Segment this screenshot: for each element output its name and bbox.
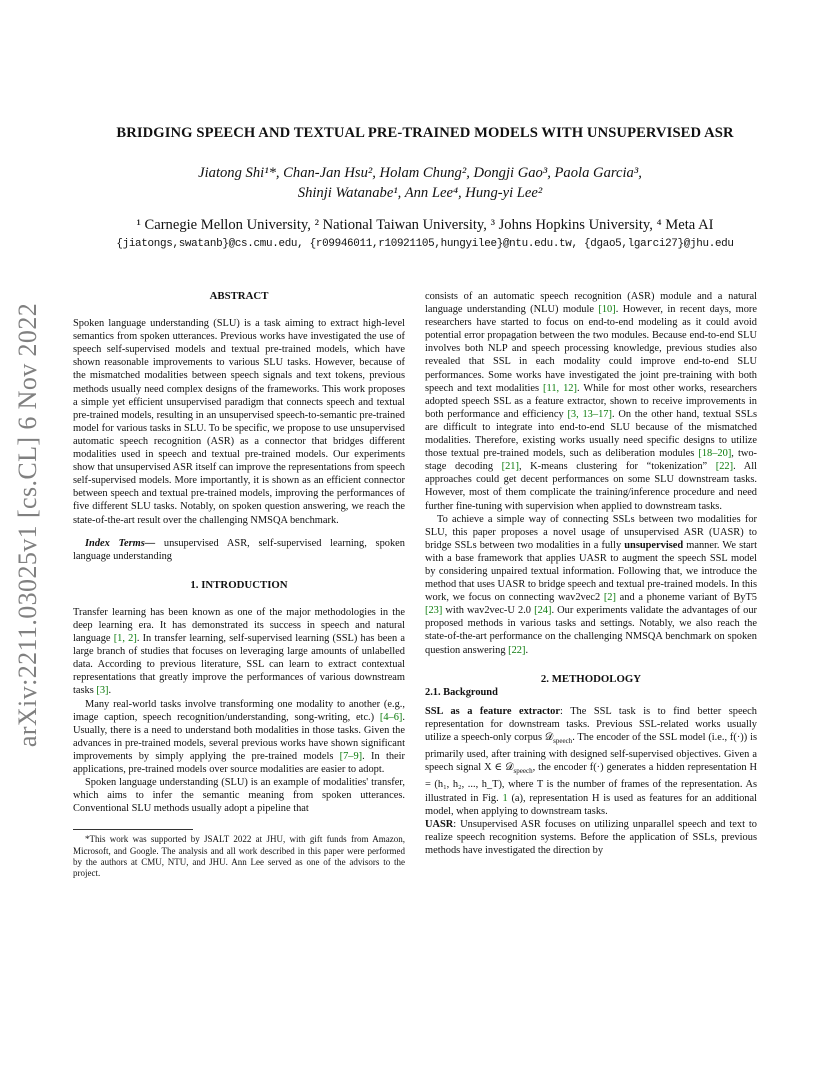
intro-paragraph-5: To achieve a simple way of connecting SSLs between two modalities for SLU, this paper proposes a novel usage of unsupervised ASR (UASR) to bridge SSLs between two modalities in a fully unsupervised manner. We start with a base framework that applies UASR to augment the speech SSL model by considering unpaired textual information. Following that, we introduce the method that uses UASR to bridge speech and textual pre-trained models. In this work, we focus on connecting wav2vec2 [2] and a phoneme variant of ByT5 [23] with wav2vec-U 2.0 [24]. Our experiments validate the advantages of our proposed methods in various tasks and settings. Notably, we also reach the state-of-the-art performance on the challenging NMSQA benchmark on spoken question answering [22].: [425, 513, 758, 656]
citation-link[interactable]: [1, 2]: [113, 633, 137, 645]
citation-link[interactable]: [24]: [534, 605, 552, 617]
citation-link[interactable]: [21]: [501, 461, 519, 473]
footnote-rule: [73, 829, 193, 830]
intro-paragraph-1: Transfer learning has been known as one of the major methodologies in the deep learning era. It has demonstrated its success in speech and natural language [1, 2]. In transfer learning, self-supervised learning (SSL) has been a large branch of studies that focuses on leveraging large amounts of unlabelled data. According to previous literature, SSL can learn to extract contextual representations that greatly improve the performances of various downstream tasks [3].: [73, 606, 405, 697]
uasr-paragraph: UASR: Unsupervised ASR focuses on utilizing unparallel speech and text to realize speech recognition systems. Before the application of SSLs, previous methods have investigated the direction by: [425, 818, 757, 856]
author-line-1: Jiatong Shi¹*, Chan-Jan Hsu², Holam Chung², Dongji Gao³, Paola Garcia³,: [198, 165, 642, 181]
index-terms-label: Index Terms—: [85, 537, 156, 549]
right-column: [425, 290, 757, 857]
methodology-heading: 2. METHODOLOGY: [540, 672, 642, 685]
abstract-heading: ABSTRACT: [209, 290, 269, 302]
paper-title: BRIDGING SPEECH AND TEXTUAL PRE-TRAINED MODELS WITH UNSUPERVISED ASR: [116, 125, 734, 141]
arxiv-identifier: arXiv:2211.03025v1 [cs.CL] 6 Nov 2022: [13, 302, 42, 748]
citation-link[interactable]: [10]: [598, 304, 616, 316]
background-heading: 2.1. Background: [425, 686, 498, 698]
index-terms-text: unsupervised ASR, self-supervised learning, spoken language understanding: [73, 537, 405, 562]
intro-paragraph-4: consists of an automatic speech recognition (ASR) module and a natural language understanding (NLU) module [10]. However, in recent days, more researchers have started to focus on end-to-end modeling as it could avoid potential error propagation between the two modules. Because end-to-end SLU involves both NLP and speech processing knowledge, previous studies also revealed that SSL in each modality could improve end-to-end SLU performances. Some works have investigated the joint pre-training with both speech and text modalities [11, 12]. While for most other works, researchers adopted speech SSL as a feature extractor, shown to receive improvements in both performance and efficiency [3, 13–17]. On the other hand, textual SSLs are difficult to integrate into end-to-end SLU because of the mismatched modalities. Therefore, existing works usually need specific designs to utilize those textual pre-trained models, such as deliberation modules [18–20], two-stage decoding [21], K-means clustering for “tokenization” [22]. All approaches could get decent performances on some SLU downstream tasks. However, most of them complicate the training/inference procedure and need further fine-tuning with supervision when applied to downstream tasks.: [425, 291, 757, 512]
citation-link[interactable]: [18–20]: [698, 448, 732, 460]
intro-heading: 1. INTRODUCTION: [190, 578, 288, 591]
left-column: [73, 290, 405, 879]
figure-link[interactable]: 1: [502, 792, 508, 804]
citation-link[interactable]: [3, 13–17]: [567, 408, 612, 420]
citation-link[interactable]: [11, 12]: [543, 382, 577, 394]
citation-link[interactable]: [4–6]: [379, 711, 403, 723]
arxiv-sidebar: [8, 290, 48, 760]
author-list: [120, 163, 720, 203]
citation-link[interactable]: [2]: [603, 592, 616, 604]
citation-link[interactable]: [23]: [425, 605, 443, 617]
citation-link[interactable]: [3]: [96, 685, 109, 697]
intro-paragraph-2: Many real-world tasks involve transforming one modality to another (e.g., image caption, speech recognition/understanding, song-writing, etc.) [4–6]. Usually, there is a need to understand both modalities in those tasks. Given the advances in pre-trained models, several previous works have shown significant improvements by simply applying the pre-trained models [7–9]. In their applications, pre-trained models over source modalities are easier to adopt.: [73, 698, 405, 775]
affiliations: ¹ Carnegie Mellon University, ² National Taiwan University, ³ Johns Hopkins University, ⁴ Meta AI: [136, 217, 714, 233]
intro-paragraph-3: Spoken language understanding (SLU) is an example of modalities' transfer, which aims to infer the semantic meaning from spoken utterances. Conventional SLU methods usually adopt a pipeline that: [73, 777, 405, 815]
author-emails: {jiatongs,swatanb}@cs.cmu.edu, {r09946011,r10921105,hungyilee}@ntu.edu.tw, {dgao5,lgarci27}@jhu.edu: [116, 238, 734, 250]
citation-link[interactable]: [7–9]: [339, 750, 363, 762]
abstract-body: Spoken language understanding (SLU) is a task aiming to extract high-level semantics from spoken utterances. Previous works have investigated the use of speech self-supervised models and textual pre-trained models, which have shown reasonable improvements to various SLU tasks. However, because of the mismatched modalities between speech signals and text tokens, previous methods usually need complex designs of the frameworks. This work proposes a simple yet efficient unsupervised paradigm that connects speech and textual pre-trained models, resulting in an unsupervised speech-to-semantic pre-trained model for various tasks in SLU. To be specific, we propose to use unsupervised automatic speech recognition (ASR) as a connector that bridges different modalities used in speech and textual pre-trained models. Our experiments show that unsupervised ASR itself can improve the representations from speech self-supervised models. More importantly, it is shown as an efficient connector between speech and textual pre-trained models, improving the performances of five different SLU tasks. Notably, on spoken question answering, we reach the state-of-the-art result over the challenging NMSQA benchmark.: [73, 318, 405, 526]
ssl-paragraph: SSL as a feature extractor: The SSL task is to find better speech representation for downstream tasks. Previous SSL-related works usually utilize a speech-only corpus 𝒟$_{speech}$. The encoder of the SSL model (i.e., f(·)) is primarily used, after training with designed self-supervised objectives. Given a speech signal X ∈ 𝒟$_{speech}$, the encoder f(·) generates a hidden representation H = (h₁, h₂, ..., h_T), where T is the number of frames of the representation. As illustrated in Fig. 1 (a), representation H is used as features for an additional model, when applying to downstream tasks.: [425, 705, 758, 817]
index-terms: [73, 537, 405, 563]
citation-link[interactable]: [22]: [715, 461, 734, 473]
citation-link[interactable]: [22]: [508, 644, 526, 656]
footnote: *This work was supported by JSALT 2022 at JHU, with gift funds from Amazon, Microsoft, and Google. The analysis and all work described in this paper were performed by the authors at CMU, NTU, and JHU. Ann Lee served as one of the advisors to the project.: [73, 834, 405, 878]
author-line-2: Shinji Watanabe¹, Ann Lee⁴, Hung-yi Lee²: [297, 185, 543, 201]
